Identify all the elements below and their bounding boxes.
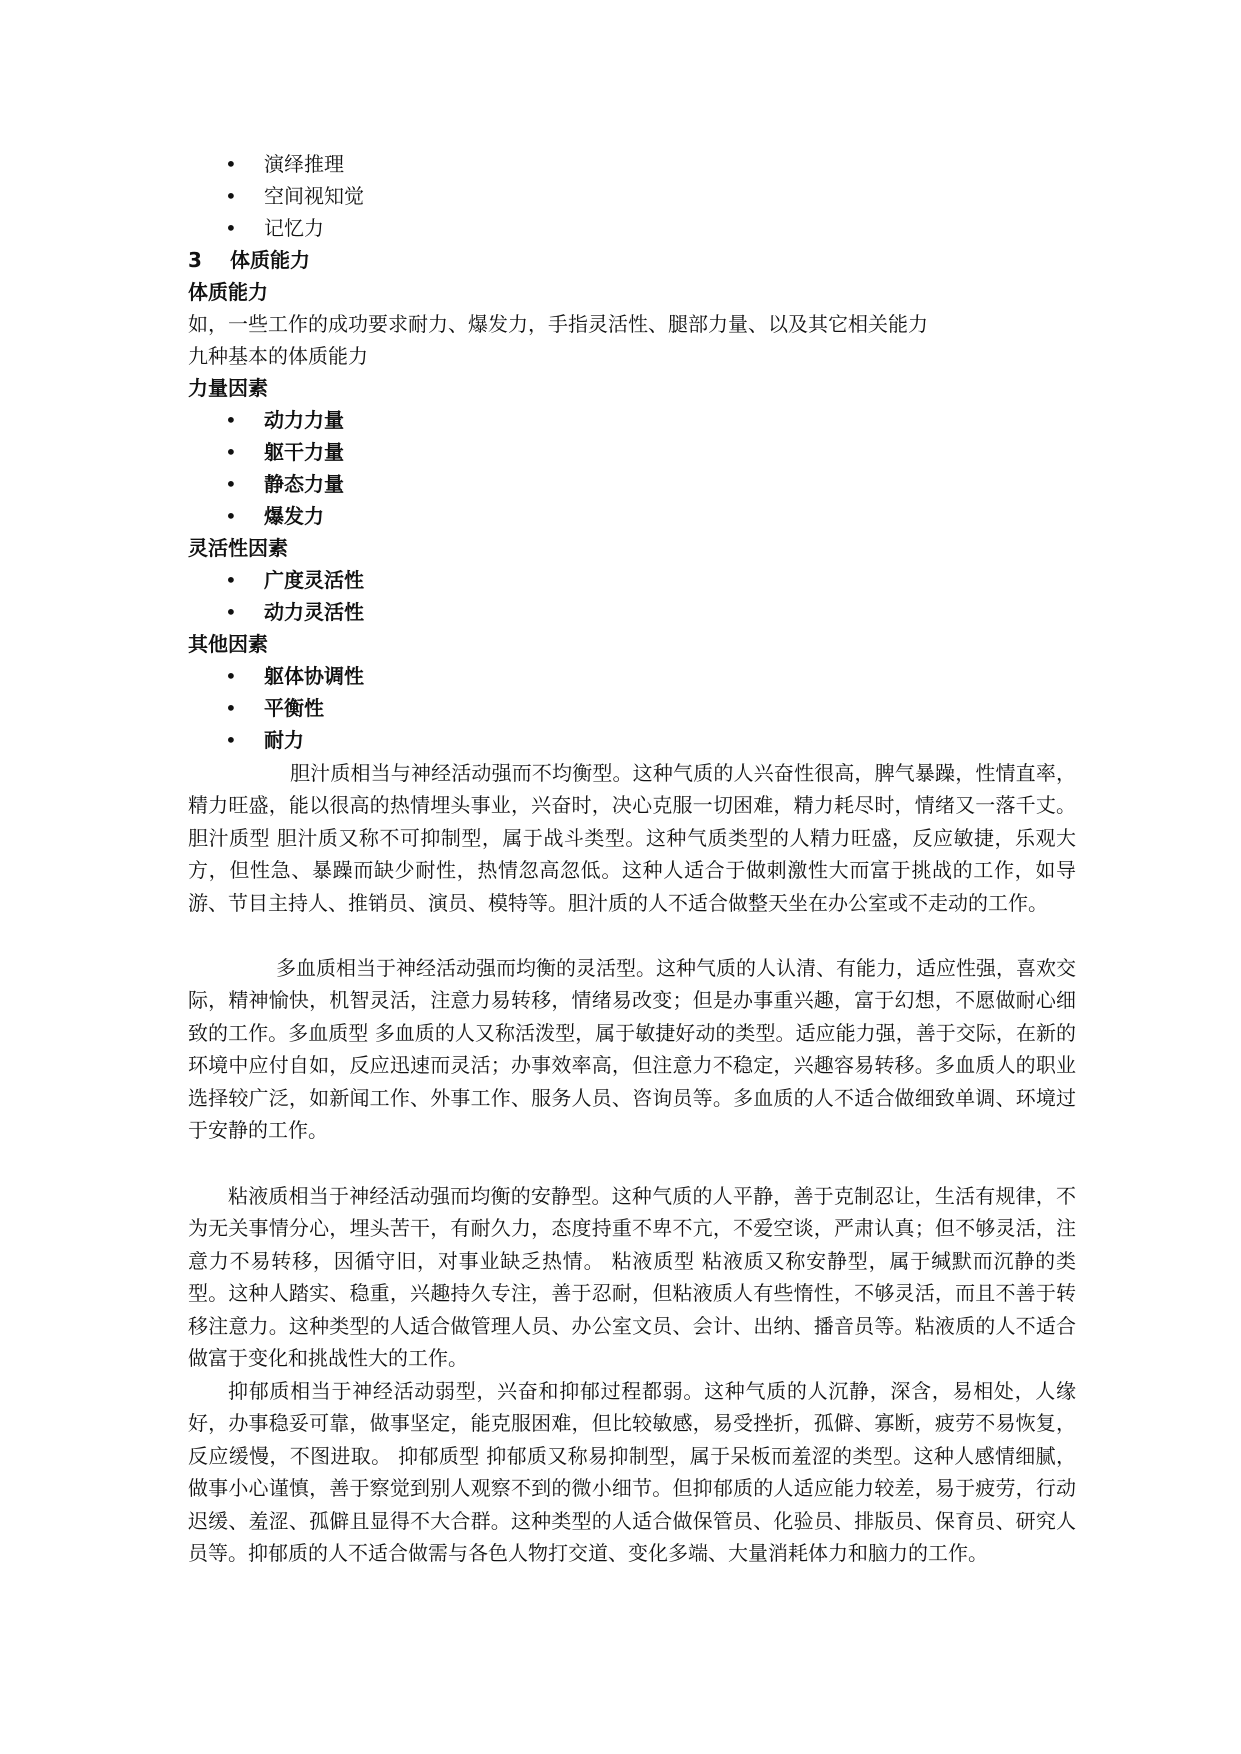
subheading-physical: 体质能力 [188,280,268,304]
bullet-marker: • [225,216,237,240]
other-heading: 其他因素 [188,632,268,656]
section-title: 体质能力 [230,248,310,272]
list-item: 躯体协调性 [264,664,364,688]
list-item: 躯干力量 [264,440,344,464]
bullet-marker: • [225,504,237,528]
list-item: 记忆力 [264,216,324,240]
list-item: 动力力量 [264,408,344,432]
list-item: 演绎推理 [264,152,344,176]
bullet-marker: • [225,408,237,432]
paragraph-choleric: 胆汁质相当与神经活动强而不均衡型。这种气质的人兴奋性很高，脾气暴躁，性情直率，精力旺盛，能以很高的热情埋头事业，兴奋时，决心克服一切困难，精力耗尽时，情绪又一落千丈。 胆汁质型 胆汁质又称不可抑制型，属于战斗类型。这种气质类型的人精力旺盛，反应敏捷，乐观大方，但性急、暴躁而缺少耐性，热情忽高忽低。这种人适合于做刺激性大而富于挑战的工作，如导游、节目主持人、推销员、演员、模特等。胆汁质的人不适合做整天坐在办公室或不走动的工作。 [188,761,1076,915]
bullet-marker: • [225,664,237,688]
bullet-marker: • [225,600,237,624]
paragraph-phlegmatic: 粘液质相当于神经活动强而均衡的安静型。这种气质的人平静，善于克制忍让，生活有规律，不为无关事情分心，埋头苦干，有耐久力，态度持重不卑不亢，不爱空谈，严肃认真；但不够灵活，注意力不易转移，因循守旧，对事业缺乏热情。 粘液质型 粘液质又称安静型，属于缄默而沉静的类型。这种人踏实、稳重，兴趣持久专注，善于忍耐，但粘液质人有些惰性，不够灵活，而且不善于转移注意力。这种类型的人适合做管理人员、办公室文员、会计、出纳、播音员等。粘液质的人不适合做富于变化和挑战性大的工作。 [188,1184,1076,1371]
strength-heading: 力量因素 [188,376,268,400]
bullet-marker: • [225,696,237,720]
list-item: 静态力量 [264,472,344,496]
paragraph-sanguine: 多血质相当于神经活动强而均衡的灵活型。这种气质的人认清、有能力，适应性强，喜欢交际，精神愉快，机智灵活，注意力易转移，情绪易改变；但是办事重兴趣，富于幻想，不愿做耐心细致的工作。多血质型 多血质的人又称活泼型，属于敏捷好动的类型。适应能力强，善于交际，在新的环境中应付自如，反应迅速而灵活；办事效率高，但注意力不稳定，兴趣容易转移。多血质人的职业选择较广泛，如新闻工作、外事工作、服务人员、咨询员等。多血质的人不适合做细致单调、环境过于安静的工作。 [188,956,1076,1143]
list-item: 平衡性 [264,696,324,720]
bullet-marker: • [225,184,237,208]
section-number: 3 [188,248,202,272]
intro-line: 如，一些工作的成功要求耐力、爆发力，手指灵活性、腿部力量、以及其它相关能力 [188,312,928,336]
bullet-marker: • [225,152,237,176]
list-item: 耐力 [264,728,304,752]
nine-types-line: 九种基本的体质能力 [188,344,368,368]
bullet-marker: • [225,472,237,496]
list-item: 空间视知觉 [264,184,364,208]
bullet-marker: • [225,568,237,592]
paragraph-melancholic: 抑郁质相当于神经活动弱型，兴奋和抑郁过程都弱。这种气质的人沉静，深含，易相处，人缘好，办事稳妥可靠，做事坚定，能克服困难，但比较敏感，易受挫折，孤僻、寡断，疲劳不易恢复，反应缓慢，不图进取。 抑郁质型 抑郁质又称易抑制型，属于呆板而羞涩的类型。这种人感情细腻，做事小心谨慎，善于察觉到别人观察不到的微小细节。但抑郁质的人适应能力较差，易于疲劳，行动迟缓、羞涩、孤僻且显得不大合群。这种类型的人适合做保管员、化验员、排版员、保育员、研究人员等。抑郁质的人不适合做需与各色人物打交道、变化多端、大量消耗体力和脑力的工作。 [188,1379,1076,1566]
section-heading [188,244,310,276]
list-item: 爆发力 [264,504,324,528]
list-item: 广度灵活性 [264,568,364,592]
flexibility-heading: 灵活性因素 [188,536,288,560]
list-item: 动力灵活性 [264,600,364,624]
bullet-marker: • [225,440,237,464]
bullet-marker: • [225,728,237,752]
